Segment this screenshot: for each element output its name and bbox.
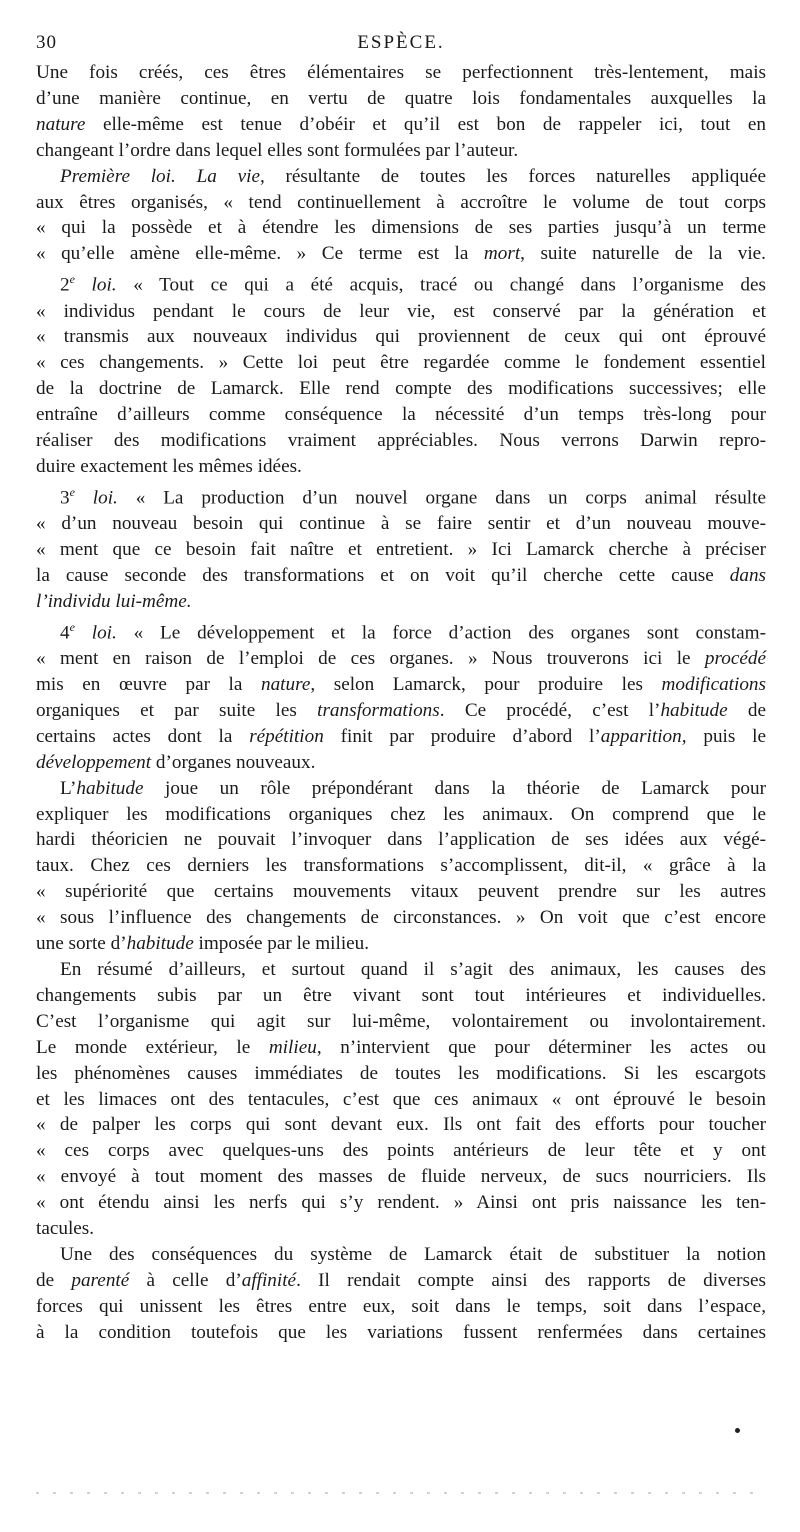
text-line <box>36 1164 766 1190</box>
text-line <box>36 454 766 480</box>
text-span: taux. Chez ces derniers les transformations s’accomplissent, dit-il, « grâce à la <box>36 855 766 877</box>
italic-span: parenté <box>71 1269 130 1291</box>
text-line <box>36 267 766 298</box>
text-span: Le monde extérieur, le <box>36 1036 269 1058</box>
text-span: expliquer les modifications organiques chez les animaux. On comprend que le <box>36 803 766 825</box>
italic-span: mort <box>483 243 521 265</box>
text-span: joue un rôle prépondérant dans la théorie de Lamarck pour <box>143 777 766 799</box>
text-line <box>36 1087 766 1113</box>
page-number: 30 <box>36 32 57 53</box>
text-span: 4 <box>60 622 70 644</box>
text-line <box>36 511 766 537</box>
text-line <box>36 563 766 589</box>
scan-noise-line <box>36 1492 766 1494</box>
text-line <box>36 60 766 86</box>
text-line <box>36 776 766 802</box>
text-span <box>176 166 197 187</box>
text-line <box>36 931 766 957</box>
text-span: « ces changements. » Cette loi peut être regardée comme le fondement essentiel <box>36 352 766 374</box>
text-span: « ont étendu ainsi les nerfs qui s’y rendent. » Ainsi ont pris naissance les ten- <box>36 1192 766 1214</box>
text-span: d’organes nouveaux. <box>151 751 316 773</box>
text-span: à celle d’ <box>129 1269 242 1291</box>
text-line <box>36 1294 766 1320</box>
italic-span: développement <box>36 751 152 773</box>
italic-span: dans <box>729 565 766 586</box>
ink-speck <box>735 1428 740 1433</box>
italic-span: nature <box>260 674 311 696</box>
text-span: , suite naturelle de la vie. <box>520 243 766 265</box>
text-span: de <box>36 1269 72 1291</box>
text-line <box>36 1035 766 1061</box>
text-line <box>36 646 766 672</box>
text-line <box>36 879 766 905</box>
text-span: une sorte d’ <box>36 933 127 955</box>
text-span: « sous l’influence des changements de circonstances. » On voit que c’est encore <box>36 907 766 929</box>
text-line <box>36 112 766 138</box>
text-line <box>36 1009 766 1035</box>
text-span: réaliser des modifications vraiment appréciables. Nous verrons Darwin repro- <box>36 430 766 452</box>
text-line <box>36 905 766 931</box>
italic-span: apparition <box>600 725 682 747</box>
text-line <box>36 299 766 325</box>
text-line <box>36 827 766 853</box>
text-span: , n’intervient que pour déterminer les actes ou <box>316 1036 767 1058</box>
text-span: finit par produire d’abord l’ <box>323 725 601 747</box>
text-line <box>36 428 766 454</box>
text-span: « transmis aux nouveaux individus qui proviennent de ceux qui ont éprouvé <box>36 326 766 348</box>
text-line <box>36 1216 766 1242</box>
italic-span: modifications <box>661 674 766 696</box>
text-line <box>36 983 766 1009</box>
text-line <box>36 615 766 646</box>
italic-span: habitude <box>76 777 144 799</box>
text-line <box>36 215 766 241</box>
running-title: ESPÈCE. <box>357 32 445 53</box>
text-span: 2 <box>60 274 70 296</box>
text-span: « qui la possède et à étendre les dimensions de ses parties jusqu’à un terme <box>36 217 766 239</box>
text-line <box>36 724 766 750</box>
text-span: e <box>69 484 75 499</box>
text-line <box>36 402 766 428</box>
italic-span: transformations <box>317 699 440 721</box>
text-span: « individus pendant le cours de leur vie, est conservé par la génération et <box>36 300 766 322</box>
text-span: « d’un nouveau besoin qui continue à se faire sentir et d’un nouveau mouve- <box>36 513 766 535</box>
italic-span: loi. <box>74 622 117 644</box>
text-line <box>36 537 766 563</box>
text-span: « ces corps avec quelques-uns des points antérieurs de leur tête et y ont <box>36 1140 766 1162</box>
italic-span: loi. <box>74 274 117 296</box>
text-span: « ment en raison de l’emploi de ces organes. » Nous trouverons ici le <box>36 648 705 670</box>
text-span: les phénomènes causes immédiates de toutes les modifications. Si les escargots <box>36 1062 766 1084</box>
text-line <box>36 1268 766 1294</box>
italic-span: loi. <box>74 487 118 509</box>
italic-span: nature <box>36 113 86 135</box>
italic-span: procédé <box>704 648 766 670</box>
italic-span: milieu <box>268 1036 317 1058</box>
text-span: de <box>727 699 766 721</box>
text-span: « supériorité que certains mouvements vitaux peuvent prendre sur les autres <box>36 881 766 903</box>
text-line <box>36 853 766 879</box>
text-span: « qu’elle amène elle-même. » Ce terme est la <box>36 243 484 265</box>
text-span: e <box>69 272 75 287</box>
italic-span: habitude <box>660 699 728 721</box>
text-span: C’est l’organisme qui agit sur lui-même, volontairement ou involontairement. <box>36 1010 766 1032</box>
text-line <box>36 1138 766 1164</box>
text-span: . Ce procédé, c’est l’ <box>439 699 661 721</box>
text-line <box>36 241 766 267</box>
text-span: Une fois créés, ces êtres élémentaires se perfectionnent très-lentement, mais <box>36 62 766 83</box>
text-line <box>36 138 766 164</box>
text-span: changeant l’ordre dans lequel elles sont formulées par l’auteur. <box>36 139 519 161</box>
text-line <box>36 190 766 216</box>
text-span: L’ <box>60 777 77 799</box>
text-line <box>36 350 766 376</box>
text-span: , selon Lamarck, pour produire les <box>310 674 662 696</box>
text-span: changements subis par un être vivant sont tout intérieures et individuelles. <box>36 984 766 1006</box>
italic-span: Première loi. <box>60 165 176 187</box>
text-line <box>36 672 766 698</box>
text-line <box>36 1242 766 1268</box>
text-span: organiques et par suite les <box>36 699 318 721</box>
text-span: imposée par le milieu. <box>193 933 370 955</box>
text-span: de la doctrine de Lamarck. Elle rend compte des modifications successives; elle <box>36 378 766 400</box>
italic-span: habitude <box>126 933 194 955</box>
text-span: tacules. <box>36 1218 95 1240</box>
text-line <box>36 802 766 828</box>
text-span: « Le développement et la force d’action des organes sont constam- <box>116 622 766 644</box>
text-span: e <box>69 619 75 634</box>
text-span: forces qui unissent les êtres entre eux, soit dans le temps, soit dans l’espace, <box>36 1295 766 1317</box>
text-line <box>36 1190 766 1216</box>
text-line <box>36 164 766 190</box>
text-span: , puis le <box>681 725 766 747</box>
italic-span: La vie <box>196 165 260 187</box>
text-span: En résumé d’ailleurs, et surtout quand il s’agit des animaux, les causes des <box>60 958 766 980</box>
text-line <box>36 1320 766 1346</box>
text-span: « La production d’un nouvel organe dans un corps animal résulte <box>117 487 766 509</box>
text-span: d’une manière continue, en vertu de quatre lois fondamentales auxquelles la <box>36 87 766 109</box>
italic-span: l’individu lui-même. <box>36 590 192 612</box>
text-span: 3 <box>60 487 70 509</box>
text-span: mis en œuvre par la <box>36 674 261 696</box>
body-text <box>36 60 766 1346</box>
italic-span: répétition <box>249 725 324 747</box>
text-span: Une des conséquences du système de Lamarck était de substituer la notion <box>60 1243 766 1265</box>
running-header <box>36 32 766 60</box>
text-span: « ment que ce besoin fait naître et entretient. » Ici Lamarck cherche à préciser <box>36 539 766 561</box>
text-span: à la condition toutefois que les variations fussent renfermées dans certaines <box>36 1321 766 1343</box>
text-span: , résultante de toutes les forces naturelles appliquée <box>259 165 767 187</box>
text-span: « de palper les corps qui sont devant eux. Ils ont fait des efforts pour toucher <box>36 1114 766 1136</box>
text-line <box>36 1112 766 1138</box>
text-span: entraîne d’ailleurs comme conséquence la nécessité d’un temps très-long pour <box>36 404 766 426</box>
text-line <box>36 750 766 776</box>
text-line <box>36 376 766 402</box>
text-line <box>36 86 766 112</box>
italic-span: affinité <box>241 1269 297 1291</box>
text-line <box>36 1061 766 1087</box>
text-span: certains actes dont la <box>36 725 250 747</box>
text-span: la cause seconde des transformations et on voit qu’il cherche cette cause <box>36 565 730 586</box>
text-span: « envoyé à tout moment des masses de fluide nerveux, de sucs nourriciers. Ils <box>36 1166 766 1188</box>
text-line <box>36 324 766 350</box>
text-span: et les limaces ont des tentacules, c’est que ces animaux « ont éprouvé le besoin <box>36 1088 766 1110</box>
text-line <box>36 698 766 724</box>
text-span: . Il rendait compte ainsi des rapports de diverses <box>296 1269 766 1291</box>
text-span: hardi théoricien ne pouvait l’invoquer dans l’application de ses idées aux végé- <box>36 829 766 851</box>
text-span: elle-même est tenue d’obéir et qu’il est bon de rappeler ici, tout en <box>85 113 766 135</box>
book-page <box>36 32 766 1346</box>
text-span: duire exactement les mêmes idées. <box>36 455 302 477</box>
text-line <box>36 589 766 615</box>
text-span: aux êtres organisés, « tend continuellement à accroître le volume de tout corps <box>36 191 766 213</box>
text-span: « Tout ce qui a été acquis, tracé ou changé dans l’organisme des <box>116 274 766 296</box>
text-line <box>36 480 766 511</box>
text-line <box>36 957 766 983</box>
